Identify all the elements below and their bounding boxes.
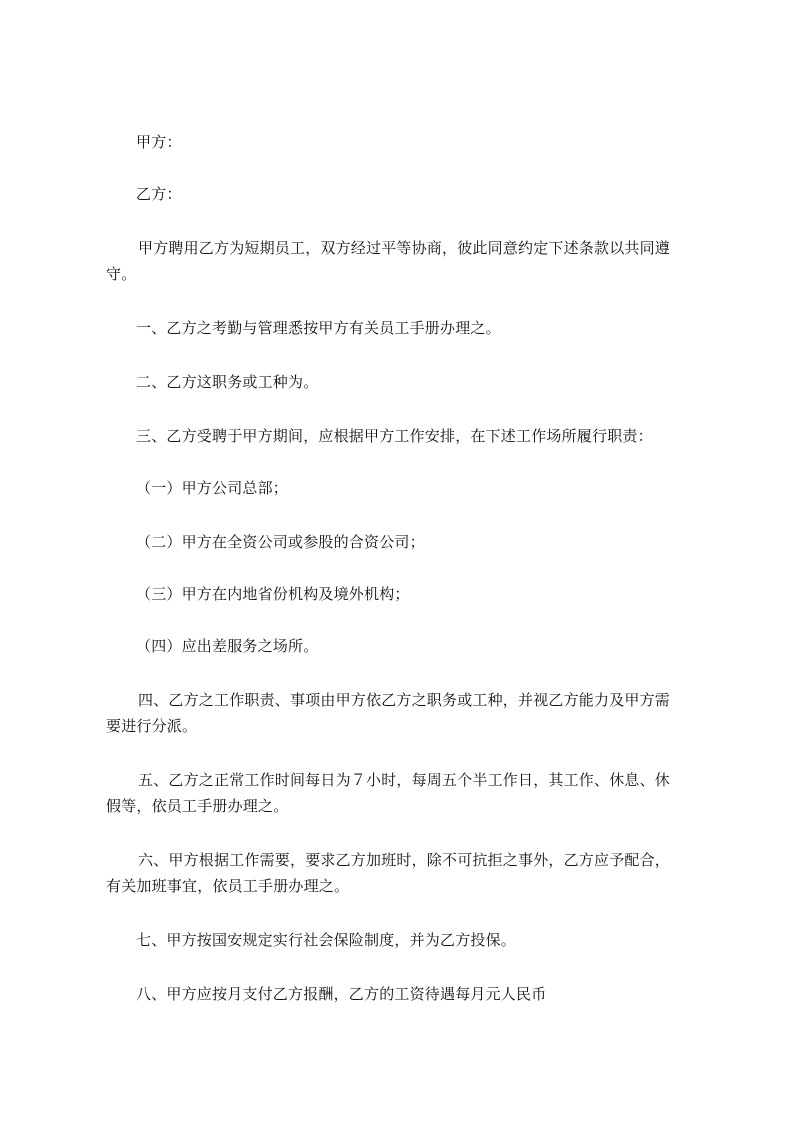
clause-3-item-2: （二）甲方在全资公司或参股的合资公司； xyxy=(136,533,425,551)
clause-8: 八、甲方应按月支付乙方报酬，乙方的工资待遇每月元人民币 xyxy=(136,985,547,1003)
intro-paragraph-line2: 守。 xyxy=(106,265,137,283)
clause-7: 七、甲方按国安规定实行社会保险制度，并为乙方投保。 xyxy=(136,931,517,949)
clause-6-line1: 六、甲方根据工作需要，要求乙方加班时，除不可抗拒之事外，乙方应予配合， xyxy=(138,851,671,869)
clause-5-line2: 假等，依员工手册办理之。 xyxy=(106,797,289,815)
intro-paragraph-line1: 甲方聘用乙方为短期员工，双方经过平等协商，彼此同意约定下述条款以共同遵 xyxy=(138,239,671,257)
party-b-label: 乙方： xyxy=(136,185,182,203)
clause-3-item-4: （四）应出差服务之场所。 xyxy=(136,637,319,655)
clause-3-item-1: （一）甲方公司总部； xyxy=(136,479,289,497)
clause-5-line1: 五、乙方之正常工作时间每日为７小时，每周五个半工作日，其工作、休息、休 xyxy=(138,771,671,789)
clause-3: 三、乙方受聘于甲方期间，应根据甲方工作安排，在下述工作场所履行职责： xyxy=(136,427,653,445)
clause-4-line2: 要进行分派。 xyxy=(106,717,198,735)
clause-6-line2: 有关加班事宜，依员工手册办理之。 xyxy=(106,877,350,895)
party-a-label: 甲方： xyxy=(136,133,182,151)
clause-2: 二、乙方这职务或工种为。 xyxy=(136,373,319,391)
clause-4-line1: 四、乙方之工作职责、事项由甲方依乙方之职务或工种，并视乙方能力及甲方需 xyxy=(138,691,671,709)
clause-1: 一、乙方之考勤与管理悉按甲方有关员工手册办理之。 xyxy=(136,319,501,337)
clause-3-item-3: （三）甲方在内地省份机构及境外机构； xyxy=(136,585,410,603)
